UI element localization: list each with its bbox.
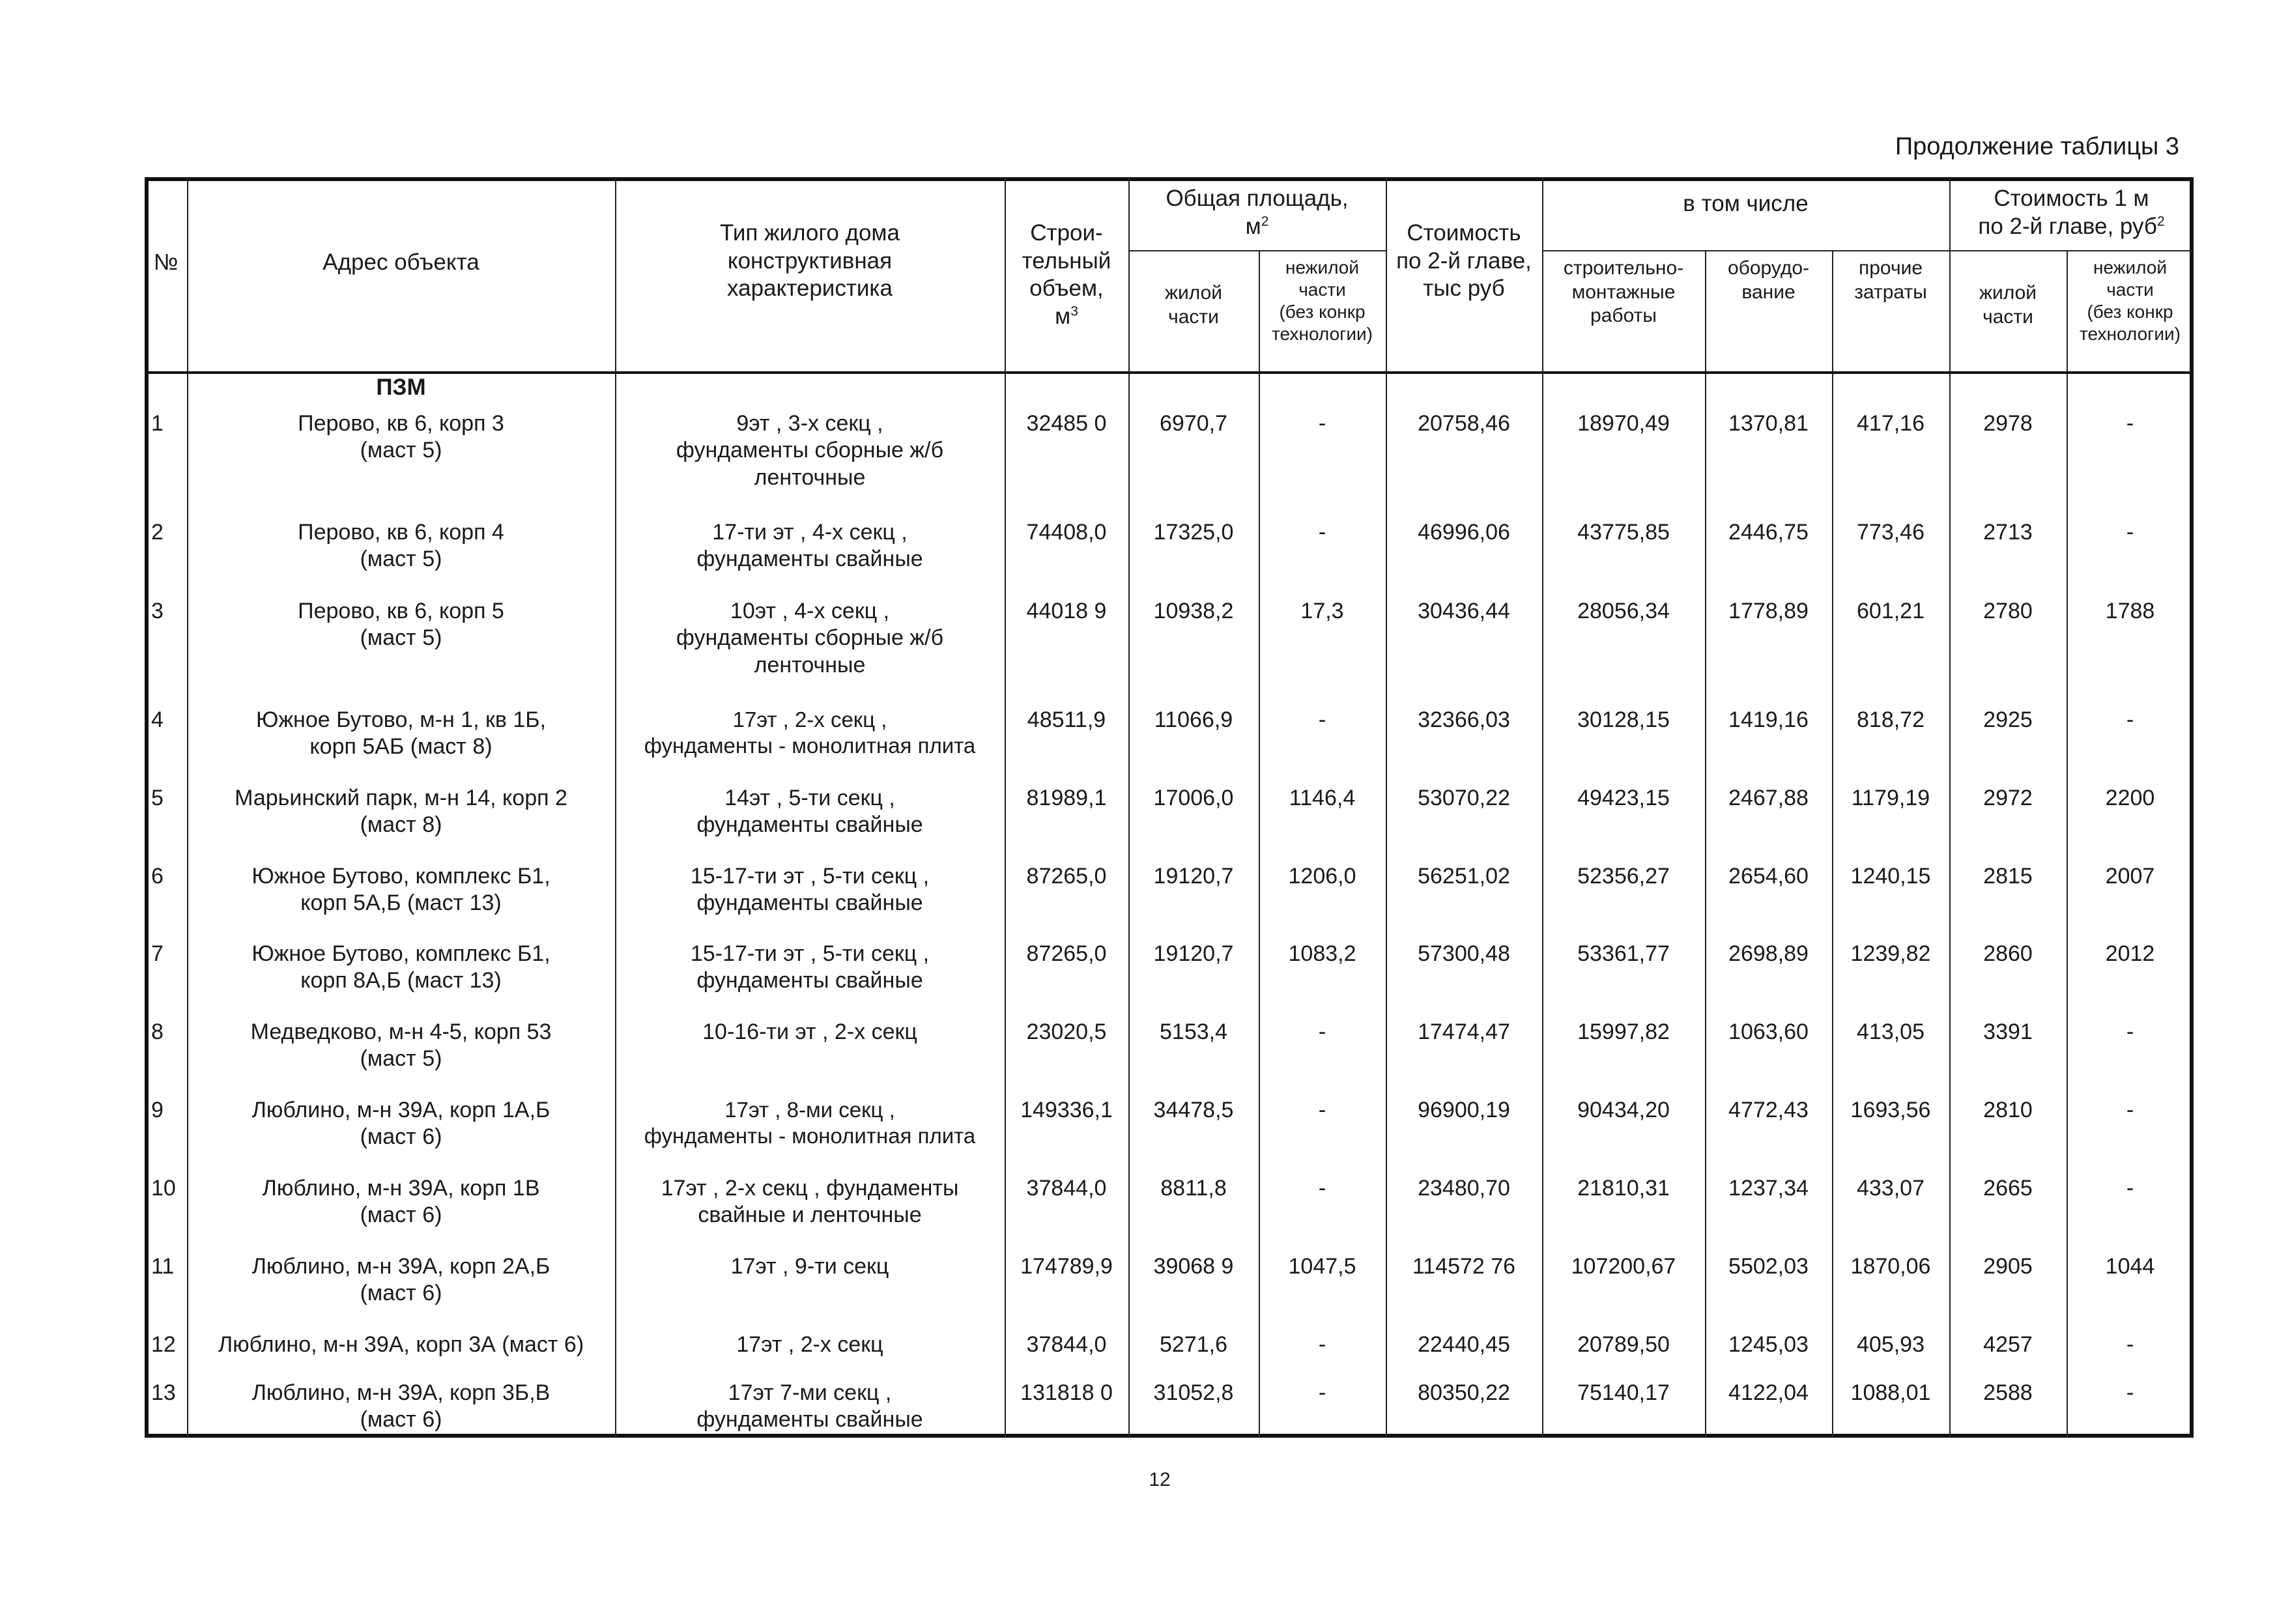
header-area-nonres-line: технологии): [1272, 324, 1373, 345]
row-building-type-line: 10-16-ти эт , 2-х секц: [702, 1019, 917, 1044]
row-address-line: Люблино, м-н 39А, корп 3Б,В: [251, 1380, 551, 1405]
row-unit-res: 2815: [1983, 864, 2033, 889]
row-smr: 30128,15: [1577, 707, 1670, 732]
row-area-res: 39068 9: [1153, 1254, 1234, 1279]
header-area-nonres: [1259, 257, 1386, 371]
row-building-type: [615, 598, 1005, 707]
header-unit-group-line: по 2-й главе, руб$^2$: [1978, 213, 2165, 239]
row-volume: 74408,0: [1026, 520, 1107, 545]
row-other: 1870,06: [1850, 1254, 1931, 1279]
row-address-line: Люблино, м-н 39А, корп 3А (маст 6): [218, 1332, 584, 1357]
header-volume-line: $м^3$: [1055, 304, 1078, 330]
row-address-line: (маст 5): [360, 625, 442, 651]
row-unit-res: 2925: [1983, 707, 2033, 732]
row-area-nonres: -: [1318, 1019, 1326, 1044]
row-address: [187, 863, 615, 941]
data-table: [145, 177, 2194, 1438]
row-address: [187, 785, 615, 863]
row-building-type-line: фундаменты свайные: [696, 547, 923, 572]
row-unit-res: 2713: [1983, 520, 2033, 545]
row-address-line: (маст 6): [360, 1281, 442, 1306]
row-number: 10: [151, 1176, 176, 1201]
row-address-line: (маст 5): [360, 1046, 442, 1072]
row-unit-res: 2860: [1983, 941, 2033, 966]
row-unit-res: 4257: [1983, 1332, 2033, 1357]
row-unit-res: 2905: [1983, 1254, 2033, 1279]
row-equipment: 2446,75: [1728, 520, 1809, 545]
row-address-line: корп 5АБ (маст 8): [309, 734, 493, 760]
header-area-nonres-line: нежилой: [1285, 257, 1359, 278]
row-area-nonres: 1047,5: [1288, 1254, 1356, 1279]
row-address-line: Люблино, м-н 39А, корп 1А,Б: [251, 1098, 551, 1122]
row-equipment: 1778,89: [1728, 599, 1809, 623]
row-other: 773,46: [1857, 520, 1925, 545]
row-area-res: 11066,9: [1154, 707, 1233, 732]
header-area-group-line: Общая площадь,: [1166, 186, 1349, 211]
row-unit-nonres: -: [2126, 1380, 2134, 1405]
header-unit-res-line: жилой: [1979, 282, 2037, 304]
row-other: 1693,56: [1850, 1098, 1931, 1122]
row-unit-nonres: -: [2126, 1332, 2134, 1357]
header-cost-line: тыс руб: [1423, 276, 1505, 302]
row-equipment: 2654,60: [1728, 864, 1809, 889]
row-equipment: 5502,03: [1728, 1254, 1809, 1279]
row-area-res: 17006,0: [1153, 786, 1234, 810]
row-cost: 56251,02: [1418, 864, 1510, 889]
header-unit-group-line: Стоимость 1 м: [1994, 186, 2149, 211]
row-area-res: 8811,8: [1160, 1176, 1227, 1201]
row-other: 405,93: [1857, 1332, 1925, 1357]
header-volume-line: Строи-: [1030, 220, 1103, 246]
row-area-res: 5271,6: [1160, 1332, 1227, 1357]
header-area-res-line: части: [1168, 306, 1219, 328]
row-smr: 107200,67: [1571, 1254, 1676, 1279]
row-smr: 43775,85: [1577, 520, 1670, 545]
row-area-nonres: -: [1318, 520, 1326, 545]
row-address: [187, 598, 615, 707]
row-smr: 18970,49: [1577, 411, 1670, 436]
row-building-type-line: 17эт , 8-ми секц ,: [724, 1098, 895, 1122]
row-address-line: Перово, кв 6, корп 3: [298, 411, 504, 436]
row-other: 818,72: [1857, 707, 1925, 732]
row-building-type-line: свайные и ленточные: [698, 1203, 922, 1228]
row-unit-nonres: 1044: [2105, 1254, 2155, 1279]
row-building-type-line: фундаменты - монолитная плита: [644, 1124, 976, 1148]
row-address-line: Перово, кв 6, корп 4: [298, 520, 504, 545]
header-incl-group: [1542, 190, 1949, 250]
header-cost: [1386, 220, 1542, 371]
row-building-type-line: 17эт 7-ми секц ,: [728, 1380, 892, 1405]
row-building-type-line: фундаменты свайные: [696, 1407, 923, 1432]
header-no-line: №: [153, 249, 179, 275]
row-volume: 87265,0: [1026, 941, 1107, 966]
row-number: 2: [151, 520, 164, 545]
row-building-type: [615, 1175, 1005, 1253]
row-unit-res: 3391: [1983, 1019, 2033, 1044]
row-cost: 57300,48: [1418, 941, 1510, 966]
row-area-nonres: -: [1318, 411, 1326, 436]
header-incl-smr-line: монтажные: [1571, 281, 1676, 303]
continuation-label: Продолжение таблицы 3: [1895, 133, 2179, 160]
header-area-nonres-line: (без конкр: [1279, 302, 1366, 322]
row-equipment: 4772,43: [1728, 1098, 1809, 1122]
header-unit-group-superscript: 2: [2156, 214, 2165, 229]
row-unit-res: 2588: [1983, 1380, 2033, 1405]
header-area-res: [1128, 281, 1259, 371]
row-unit-nonres: 2200: [2105, 786, 2155, 810]
row-building-type: [615, 1019, 1005, 1097]
row-number: 6: [151, 864, 164, 889]
row-address: [187, 519, 615, 597]
row-address: [187, 410, 615, 520]
header-area-group-line: $м^2$: [1245, 213, 1269, 239]
header-area-res-line: жилой: [1164, 282, 1223, 304]
row-building-type: [615, 863, 1005, 941]
row-unit-res: 2810: [1983, 1098, 2033, 1122]
row-volume: 23020,5: [1026, 1019, 1107, 1044]
row-address: [187, 1019, 615, 1097]
header-unit-nonres-line: нежилой: [2093, 257, 2167, 278]
row-unit-nonres: -: [2126, 707, 2134, 732]
row-area-nonres: 17,3: [1300, 599, 1344, 623]
row-number: 12: [151, 1332, 176, 1357]
row-equipment: 1370,81: [1728, 411, 1809, 436]
row-smr: 52356,27: [1577, 864, 1670, 889]
row-area-res: 5153,4: [1160, 1019, 1227, 1044]
row-building-type-line: ленточные: [754, 652, 866, 677]
header-unit-nonres: [2067, 257, 2194, 371]
row-equipment: 1245,03: [1728, 1332, 1809, 1357]
row-unit-res: 2972: [1983, 786, 2033, 810]
row-smr: 28056,34: [1577, 599, 1670, 623]
row-area-res: 19120,7: [1153, 864, 1234, 889]
row-cost: 96900,19: [1418, 1098, 1510, 1122]
row-cost: 20758,46: [1418, 411, 1510, 436]
row-number: 11: [151, 1254, 175, 1279]
header-incl-equip: [1705, 257, 1832, 371]
row-building-type-line: 15-17-ти эт , 5-ти секц ,: [690, 864, 930, 889]
row-number: 4: [151, 707, 164, 732]
header-volume-line: тельный: [1022, 248, 1111, 274]
row-volume: 48511,9: [1027, 707, 1106, 732]
row-equipment: 1063,60: [1728, 1019, 1809, 1044]
header-subdivider: [1542, 250, 1949, 251]
row-cost: 32366,03: [1418, 707, 1510, 732]
row-building-type-line: ленточные: [754, 464, 866, 490]
header-cost-line: Стоимость: [1407, 220, 1521, 246]
header-volume-line: объем,: [1029, 276, 1104, 302]
header-incl-other: [1832, 257, 1949, 371]
header-address-line: Адрес объекта: [322, 249, 479, 275]
header-address: [187, 249, 615, 371]
header-unit-nonres-line: (без конкр: [2087, 302, 2173, 322]
row-cost: 114572 76: [1412, 1254, 1516, 1279]
row-area-nonres: 1083,2: [1288, 941, 1356, 966]
row-equipment: 1237,34: [1728, 1176, 1809, 1201]
row-address: [187, 1332, 615, 1380]
row-smr: 90434,20: [1577, 1098, 1670, 1122]
row-area-nonres: -: [1318, 1098, 1326, 1122]
header-incl-smr: [1542, 257, 1705, 371]
row-cost: 80350,22: [1418, 1380, 1510, 1405]
row-address-line: Перово, кв 6, корп 5: [298, 599, 504, 623]
header-unit-res: [1949, 281, 2067, 371]
header-incl-other-line: прочие: [1858, 257, 1923, 279]
row-unit-nonres: -: [2126, 520, 2134, 545]
row-building-type: [615, 519, 1005, 597]
row-building-type-line: фундаменты - монолитная плита: [644, 734, 976, 758]
row-other: 417,16: [1857, 411, 1925, 436]
row-area-nonres: 1206,0: [1288, 864, 1356, 889]
header-subdivider: [1949, 250, 2194, 251]
header-no: [145, 249, 187, 371]
row-building-type: [615, 1380, 1005, 1438]
row-address-line: (маст 6): [360, 1407, 442, 1432]
row-unit-res: 2780: [1983, 599, 2033, 623]
row-address-line: (маст 5): [360, 438, 442, 463]
row-area-res: 34478,5: [1153, 1098, 1234, 1122]
row-area-nonres: 1146,4: [1289, 786, 1356, 810]
header-volume: [1005, 220, 1128, 371]
row-area-res: 6970,7: [1160, 411, 1227, 436]
row-building-type-line: 9эт , 3-х секц ,: [736, 411, 883, 436]
header-area-nonres-line: части: [1298, 279, 1346, 300]
header-incl-equip-line: оборудо-: [1727, 257, 1810, 279]
row-other: 1088,01: [1850, 1380, 1931, 1405]
row-building-type-line: фундаменты сборные ж/б: [676, 438, 944, 463]
row-volume: 174789,9: [1020, 1254, 1113, 1279]
row-building-type-line: 15-17-ти эт , 5-ти секц ,: [690, 941, 930, 966]
header-incl-other-line: затраты: [1854, 281, 1927, 303]
row-unit-nonres: 1788: [2105, 599, 2155, 623]
row-address-line: (маст 6): [360, 1203, 442, 1228]
row-building-type-line: 14эт , 5-ти секц ,: [724, 786, 895, 810]
row-address: [187, 707, 615, 785]
row-address: [187, 1175, 615, 1253]
row-number: 8: [151, 1019, 164, 1044]
row-volume: 149336,1: [1020, 1098, 1113, 1122]
row-equipment: 2467,88: [1728, 786, 1809, 810]
row-area-res: 10938,2: [1153, 599, 1234, 623]
row-cost: 46996,06: [1418, 520, 1510, 545]
row-address-line: Люблино, м-н 39А, корп 1В: [262, 1176, 540, 1201]
row-building-type-line: 10эт , 4-х секц ,: [730, 599, 890, 623]
row-equipment: 1419,16: [1728, 707, 1809, 732]
row-address-line: Южное Бутово, комплекс Б1,: [251, 864, 551, 889]
row-address-line: Южное Бутово, комплекс Б1,: [251, 941, 551, 966]
row-number: 7: [151, 941, 164, 966]
row-address-line: Марьинский парк, м-н 14, корп 2: [235, 786, 567, 810]
row-address: [187, 1097, 615, 1175]
row-unit-nonres: -: [2126, 1176, 2134, 1201]
header-type-line: характеристика: [727, 276, 893, 302]
row-building-type: [615, 707, 1005, 785]
row-building-type: [615, 410, 1005, 520]
row-smr: 53361,77: [1577, 941, 1670, 966]
row-cost: 22440,45: [1418, 1332, 1510, 1357]
row-smr: 75140,17: [1577, 1380, 1670, 1405]
header-incl-equip-line: вание: [1741, 281, 1796, 303]
row-unit-nonres: 2007: [2105, 864, 2155, 889]
row-number: 5: [151, 786, 164, 810]
row-other: 1179,19: [1851, 786, 1930, 810]
header-area-group-superscript: 2: [1261, 214, 1269, 229]
row-area-nonres: -: [1318, 1332, 1326, 1357]
row-smr: 49423,15: [1577, 786, 1670, 810]
row-address-line: Люблино, м-н 39А, корп 2А,Б: [251, 1254, 551, 1279]
row-address-line: Южное Бутово, м-н 1, кв 1Б,: [255, 707, 547, 732]
header-unit-nonres-line: части: [2106, 279, 2154, 300]
row-smr: 20789,50: [1577, 1332, 1670, 1357]
row-unit-nonres: -: [2126, 1098, 2134, 1122]
row-area-nonres: -: [1318, 1176, 1326, 1201]
row-volume: 131818 0: [1020, 1380, 1113, 1405]
row-building-type: [615, 1097, 1005, 1175]
row-building-type-line: 17эт , 2-х секц: [736, 1332, 883, 1357]
row-building-type-line: 17эт , 2-х секц , фундаменты: [661, 1176, 959, 1201]
row-address-line: корп 5А,Б (маст 13): [300, 890, 502, 916]
row-address-line: (маст 6): [360, 1124, 442, 1150]
header-type-line: конструктивная: [727, 248, 893, 274]
row-address: [187, 941, 615, 1019]
row-address-line: Медведково, м-н 4-5, корп 53: [250, 1019, 552, 1044]
row-other: 413,05: [1857, 1019, 1925, 1044]
row-address-line: корп 8А,Б (маст 13): [300, 968, 502, 993]
header-subdivider: [1128, 250, 1386, 251]
row-cost: 53070,22: [1418, 786, 1510, 810]
row-volume: 32485 0: [1026, 411, 1107, 436]
header-incl-group-line: в том числе: [1683, 191, 1809, 216]
header-unit-group: [1949, 185, 2194, 250]
header-type: [615, 220, 1005, 371]
section-title: ПЗМ: [376, 375, 426, 400]
row-number: 3: [151, 599, 164, 623]
header-type-line: Тип жилого дома: [720, 220, 900, 246]
row-building-type-line: фундаменты свайные: [696, 890, 923, 916]
header-unit-nonres-line: технологии): [2080, 324, 2181, 345]
header-volume-superscript: 3: [1070, 304, 1078, 319]
row-unit-nonres: 2012: [2105, 941, 2155, 966]
row-building-type-line: 17эт , 9-ти секц: [730, 1254, 889, 1279]
row-area-res: 19120,7: [1153, 941, 1234, 966]
row-volume: 37844,0: [1026, 1332, 1107, 1357]
row-other: 1240,15: [1850, 864, 1931, 889]
row-building-type: [615, 1253, 1005, 1332]
row-building-type: [615, 941, 1005, 1019]
row-area-res: 31052,8: [1153, 1380, 1234, 1405]
row-equipment: 2698,89: [1728, 941, 1809, 966]
row-equipment: 4122,04: [1728, 1380, 1809, 1405]
row-building-type: [615, 1332, 1005, 1380]
row-address: [187, 1380, 615, 1438]
page-number: 12: [1149, 1469, 1171, 1490]
row-address-line: (маст 5): [360, 547, 442, 572]
row-address: [187, 1253, 615, 1332]
row-unit-res: 2978: [1983, 411, 2033, 436]
row-unit-nonres: -: [2126, 411, 2134, 436]
row-building-type-line: 17-ти эт , 4-х секц ,: [712, 520, 908, 545]
header-unit-res-line: части: [1982, 306, 2033, 328]
row-other: 601,21: [1857, 599, 1925, 623]
row-volume: 44018 9: [1026, 599, 1107, 623]
row-unit-nonres: -: [2126, 1019, 2134, 1044]
row-smr: 15997,82: [1577, 1019, 1670, 1044]
row-building-type-line: фундаменты свайные: [696, 968, 923, 993]
row-number: 13: [151, 1380, 176, 1405]
header-cost-line: по 2-й главе,: [1396, 248, 1532, 274]
row-building-type-line: 17эт , 2-х секц ,: [732, 707, 887, 732]
row-other: 433,07: [1857, 1176, 1925, 1201]
row-cost: 30436,44: [1418, 599, 1510, 623]
row-number: 1: [151, 411, 164, 436]
row-other: 1239,82: [1850, 941, 1931, 966]
row-area-nonres: -: [1318, 1380, 1326, 1405]
header-incl-smr-line: строительно-: [1563, 257, 1684, 279]
row-unit-res: 2665: [1983, 1176, 2033, 1201]
row-cost: 17474,47: [1418, 1019, 1510, 1044]
row-smr: 21810,31: [1577, 1176, 1670, 1201]
row-building-type: [615, 785, 1005, 863]
row-number: 9: [151, 1098, 164, 1122]
row-volume: 81989,1: [1026, 786, 1107, 810]
row-building-type-line: фундаменты свайные: [696, 812, 923, 838]
row-volume: 87265,0: [1026, 864, 1107, 889]
row-building-type-line: фундаменты сборные ж/б: [676, 625, 944, 651]
row-area-nonres: -: [1318, 707, 1326, 732]
row-cost: 23480,70: [1418, 1176, 1510, 1201]
row-area-res: 17325,0: [1153, 520, 1234, 545]
header-incl-smr-line: работы: [1590, 305, 1657, 327]
row-volume: 37844,0: [1026, 1176, 1107, 1201]
row-address-line: (маст 8): [360, 812, 442, 838]
header-area-group: [1128, 185, 1386, 250]
